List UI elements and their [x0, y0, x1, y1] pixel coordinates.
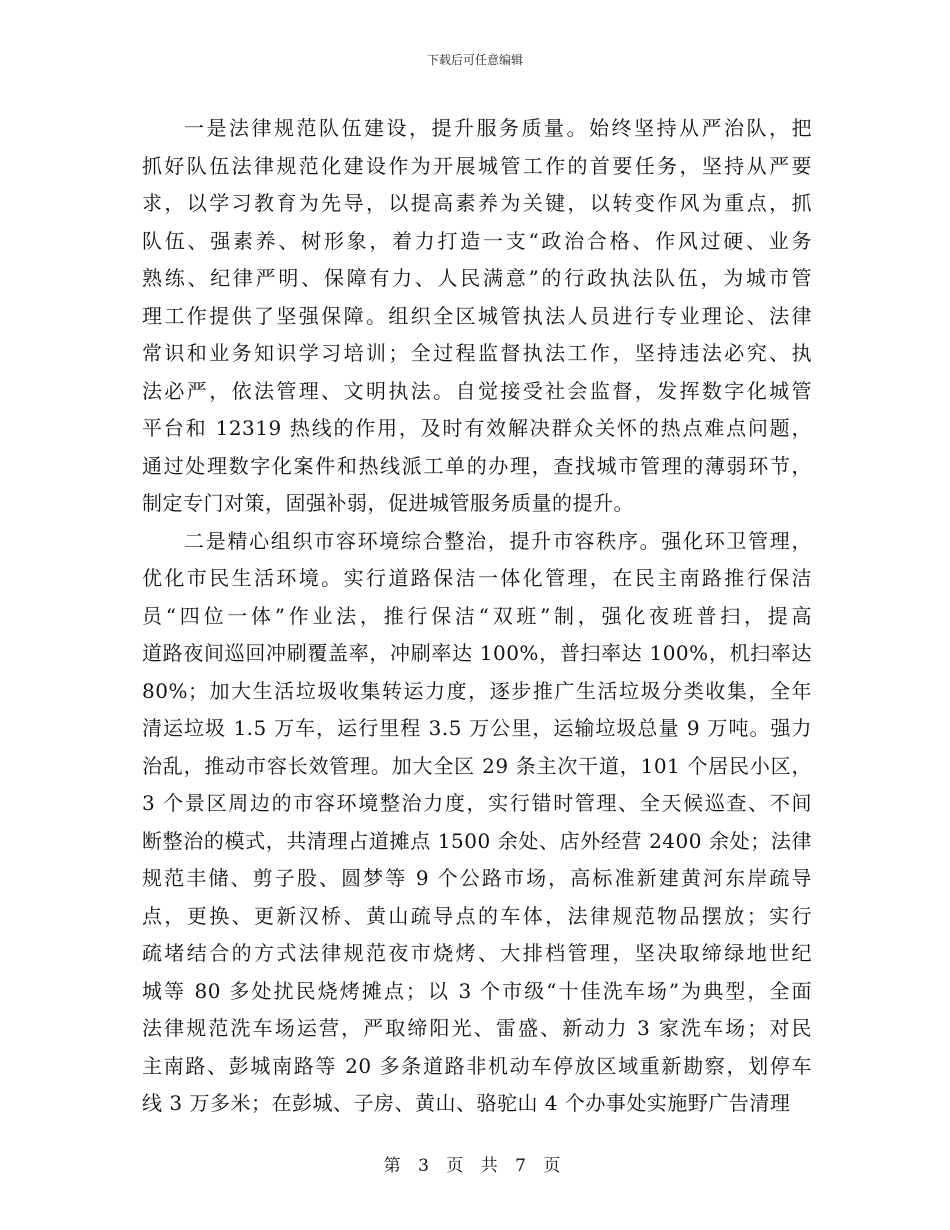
paragraph-line: 城等 80 多处扰民烧烤摊点；以 3 个市级“十佳洗车场”为典型，全面: [142, 978, 812, 1003]
paragraph-line: 80%；加大生活垃圾收集转运力度，逐步推广生活垃圾分类收集，全年: [142, 678, 812, 703]
paragraph-line: 法必严，依法管理、文明执法。自觉接受社会监督，发挥数字化城管: [142, 378, 812, 403]
paragraph-line: 二是精心组织市容环境综合整治，提升市容秩序。强化环卫管理，: [184, 528, 812, 553]
paragraph-line: 理工作提供了坚强保障。组织全区城管执法人员进行专业理论、法律: [142, 303, 812, 328]
paragraph-line: 清运垃圾 1.5 万车，运行里程 3.5 万公里，运输垃圾总量 9 万吨。强力: [142, 716, 812, 740]
paragraph-line: 道路夜间巡回冲刷覆盖率，冲刷率达 100%，普扫率达 100%，机扫率达: [142, 641, 812, 665]
paragraph-line: 抓好队伍法律规范化建设作为开展城管工作的首要任务，坚持从严要: [142, 153, 812, 178]
paragraph-line: 法律规范洗车场运营，严取缔阳光、雷盛、新动力 3 家洗车场；对民: [142, 1016, 812, 1040]
paragraph-line: 疏堵结合的方式法律规范夜市烧烤、大排档管理，坚决取缔绿地世纪: [142, 941, 812, 965]
page-footer: 第 3 页 共 7 页: [383, 1156, 567, 1176]
document-body: [142, 110, 812, 1123]
paragraph-line: 通过处理数字化案件和热线派工单的办理，查找城市管理的薄弱环节，: [142, 453, 812, 478]
paragraph: [142, 523, 812, 1123]
paragraph-line: 一是法律规范队伍建设，提升服务质量。始终坚持从严治队，把: [184, 116, 812, 140]
paragraph-line: 断整治的模式，共清理占道摊点 1500 余处、店外经营 2400 余处；法律: [142, 828, 812, 853]
paragraph-line: 员“四位一体”作业法，推行保洁“双班”制，强化夜班普扫，提高: [142, 603, 812, 628]
paragraph-line: 求，以学习教育为先导，以提高素养为关键，以转变作风为重点，抓: [142, 191, 812, 215]
paragraph-line: 平台和 12319 热线的作用，及时有效解决群众关怀的热点难点问题，: [142, 416, 812, 440]
paragraph-line: 常识和业务知识学习培训；全过程监督执法工作，坚持违法必究、执: [142, 341, 812, 365]
paragraph-line: 点，更换、更新汉桥、黄山疏导点的车体，法律规范物品摆放；实行: [142, 903, 812, 928]
paragraph-line: 熟练、纪律严明、保障有力、人民满意”的行政执法队伍，为城市管: [142, 266, 812, 290]
paragraph-line: 3 个景区周边的市容环境整治力度，实行错时管理、全天候巡查、不间: [142, 791, 812, 815]
paragraph: [142, 110, 812, 523]
paragraph-line: 规范丰储、剪子股、圆梦等 9 个公路市场，高标准新建黄河东岸疏导: [142, 866, 812, 890]
paragraph-line: 优化市民生活环境。实行道路保洁一体化管理，在民主南路推行保洁: [142, 566, 812, 590]
paragraph-line: 制定专门对策，固强补弱，促进城管服务质量的提升。: [142, 491, 634, 515]
paragraph-line: 线 3 万多米；在彭城、子房、黄山、骆驼山 4 个办事处实施野广告清理: [142, 1091, 791, 1115]
paragraph-line: 主南路、彭城南路等 20 多条道路非机动车停放区域重新勘察，划停车: [142, 1053, 812, 1078]
page-header: 下载后可任意编辑: [426, 53, 523, 67]
paragraph-line: 治乱，推动市容长效管理。加大全区 29 条主次干道，101 个居民小区，: [142, 753, 812, 778]
paragraph-line: 队伍、强素养、树形象，着力打造一支“政治合格、作风过硬、业务: [142, 228, 812, 253]
